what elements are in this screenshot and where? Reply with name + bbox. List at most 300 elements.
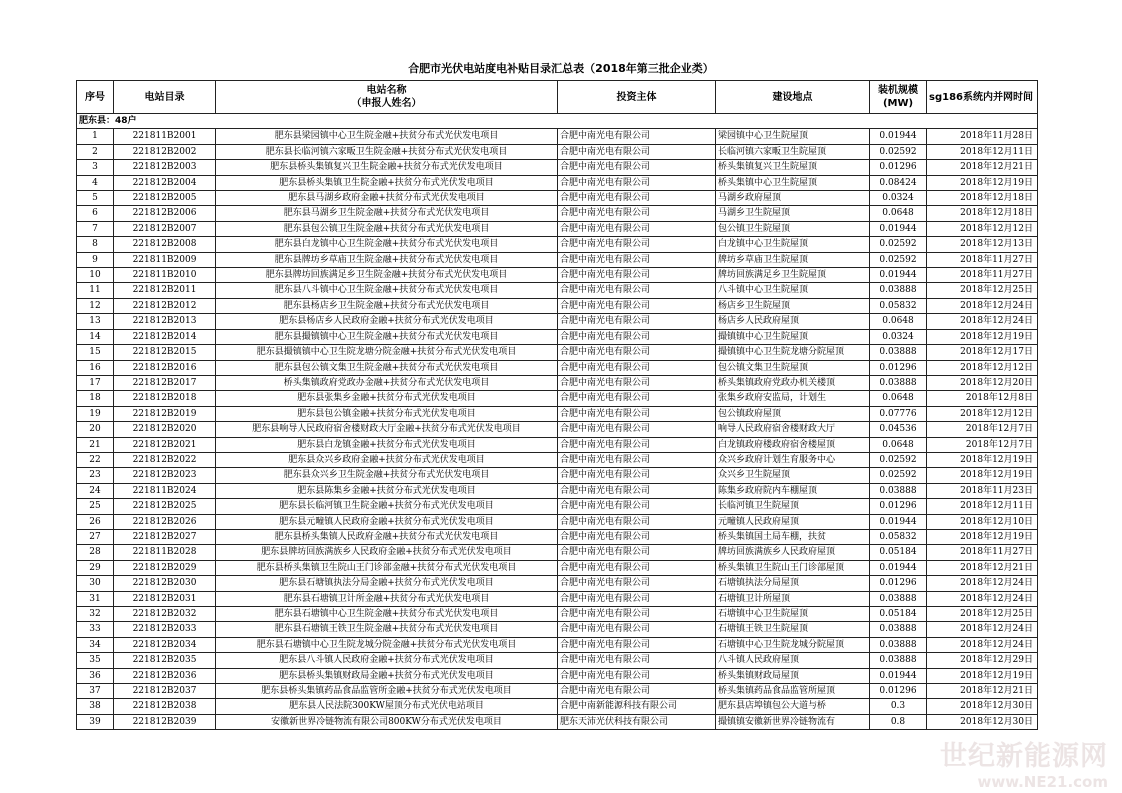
- cell-investor: 合肥中南光电有限公司: [558, 607, 716, 622]
- cell-index: 15: [77, 345, 114, 360]
- cell-code: 221811B2009: [114, 252, 216, 267]
- cell-code: 221812B2011: [114, 283, 216, 298]
- cell-index: 29: [77, 560, 114, 575]
- cell-code: 221812B2037: [114, 684, 216, 699]
- cell-name: 肥东县桥头集镇财政局金融+扶贫分布式光伏发电项目: [216, 668, 558, 683]
- table-row: [77, 622, 1038, 637]
- table-row: [77, 375, 1038, 390]
- cell-investor: 合肥中南光电有限公司: [558, 437, 716, 452]
- cell-capacity: 0.03888: [870, 622, 927, 637]
- table-row: [77, 668, 1038, 683]
- cell-capacity: 0.01296: [870, 160, 927, 175]
- cell-location: 马湖乡卫生院屋顶: [716, 206, 870, 221]
- cell-grid-time: 2018年12月21日: [927, 560, 1038, 575]
- cell-capacity: 0.05832: [870, 529, 927, 544]
- cell-code: 221812B2018: [114, 391, 216, 406]
- cell-index: 9: [77, 252, 114, 267]
- cell-index: 25: [77, 499, 114, 514]
- cell-location: 石塘镇王铁卫生院屋顶: [716, 622, 870, 637]
- cell-name: 桥头集镇政府党政办金融+扶贫分布式光伏发电项目: [216, 375, 558, 390]
- cell-index: 32: [77, 607, 114, 622]
- cell-investor: 合肥中南光电有限公司: [558, 668, 716, 683]
- cell-investor: 合肥中南光电有限公司: [558, 560, 716, 575]
- table-row: [77, 499, 1038, 514]
- cell-code: 221812B2029: [114, 560, 216, 575]
- cell-name: 肥东县牌坊回族满族乡人民政府金融+扶贫分布式光伏发电项目: [216, 545, 558, 560]
- table-row: [77, 175, 1038, 190]
- cell-name: 肥东县杨店乡人民政府金融+扶贫分布式光伏发电项目: [216, 314, 558, 329]
- cell-name: 肥东县牌坊回族满足乡卫生院金融+扶贫分布式光伏发电项目: [216, 268, 558, 283]
- cell-code: 221812B2002: [114, 144, 216, 159]
- cell-capacity: 0.03888: [870, 591, 927, 606]
- cell-capacity: 0.01296: [870, 499, 927, 514]
- cell-grid-time: 2018年12月18日: [927, 191, 1038, 206]
- cell-index: 33: [77, 622, 114, 637]
- table-row: [77, 268, 1038, 283]
- cell-location: 石塘镇中心卫生院屋顶: [716, 607, 870, 622]
- cell-capacity: 0.03888: [870, 375, 927, 390]
- cell-location: 杨店乡卫生院屋顶: [716, 298, 870, 313]
- cell-investor: 合肥中南光电有限公司: [558, 684, 716, 699]
- header-capacity-line1: 装机规模: [878, 85, 918, 96]
- cell-location: 长临河镇六家畈卫生院屋顶: [716, 144, 870, 159]
- cell-grid-time: 2018年12月21日: [927, 160, 1038, 175]
- cell-location: 桥头集镇政府党政办机关楼顶: [716, 375, 870, 390]
- header-code: 电站目录: [114, 81, 216, 114]
- cell-name: 肥东县长临河镇卫生院金融+扶贫分布式光伏发电项目: [216, 499, 558, 514]
- cell-grid-time: 2018年12月30日: [927, 714, 1038, 729]
- cell-code: 221812B2026: [114, 514, 216, 529]
- cell-grid-time: 2018年12月19日: [927, 175, 1038, 190]
- cell-investor: 合肥中南光电有限公司: [558, 375, 716, 390]
- cell-investor: 合肥中南光电有限公司: [558, 483, 716, 498]
- cell-investor: 肥东天沛光伏科技有限公司: [558, 714, 716, 729]
- cell-capacity: 0.05184: [870, 607, 927, 622]
- cell-investor: 合肥中南光电有限公司: [558, 283, 716, 298]
- cell-grid-time: 2018年12月19日: [927, 452, 1038, 467]
- cell-code: 221811B2028: [114, 545, 216, 560]
- header-name-line2: （申报人姓名）: [351, 98, 422, 109]
- table-row: [77, 514, 1038, 529]
- cell-capacity: 0.07776: [870, 406, 927, 421]
- cell-location: 石塘镇执法分局屋顶: [716, 576, 870, 591]
- cell-location: 桥头集镇复兴卫生院屋顶: [716, 160, 870, 175]
- cell-code: 221812B2014: [114, 329, 216, 344]
- table-row: [77, 406, 1038, 421]
- table-row: [77, 422, 1038, 437]
- cell-index: 19: [77, 406, 114, 421]
- cell-investor: 合肥中南光电有限公司: [558, 345, 716, 360]
- cell-capacity: 0.0648: [870, 314, 927, 329]
- cell-investor: 合肥中南光电有限公司: [558, 252, 716, 267]
- cell-capacity: 0.3: [870, 699, 927, 714]
- cell-location: 撮镇镇安徽新世界冷链物流有: [716, 714, 870, 729]
- cell-location: 牌坊回族满足乡卫生院屋顶: [716, 268, 870, 283]
- cell-investor: 合肥中南光电有限公司: [558, 576, 716, 591]
- cell-capacity: 0.02592: [870, 144, 927, 159]
- cell-index: 1: [77, 129, 114, 144]
- table-row: [77, 314, 1038, 329]
- cell-grid-time: 2018年12月12日: [927, 406, 1038, 421]
- cell-name: 肥东县杨店乡卫生院金融+扶贫分布式光伏发电项目: [216, 298, 558, 313]
- header-row: [77, 81, 1038, 114]
- cell-index: 37: [77, 684, 114, 699]
- cell-investor: 合肥中南新能源科技有限公司: [558, 699, 716, 714]
- cell-investor: 合肥中南光电有限公司: [558, 514, 716, 529]
- cell-name: 肥东县八斗镇中心卫生院金融+扶贫分布式光伏发电项目: [216, 283, 558, 298]
- cell-investor: 合肥中南光电有限公司: [558, 298, 716, 313]
- cell-investor: 合肥中南光电有限公司: [558, 622, 716, 637]
- cell-capacity: 0.02592: [870, 252, 927, 267]
- table-row: [77, 607, 1038, 622]
- cell-name: 肥东县石塘镇中心卫生院金融+扶贫分布式光伏发电项目: [216, 607, 558, 622]
- cell-investor: 合肥中南光电有限公司: [558, 314, 716, 329]
- cell-code: 221812B2021: [114, 437, 216, 452]
- cell-name: 肥东县桥头集镇复兴卫生院金融+扶贫分布式光伏发电项目: [216, 160, 558, 175]
- cell-investor: 合肥中南光电有限公司: [558, 499, 716, 514]
- cell-capacity: 0.01944: [870, 129, 927, 144]
- cell-location: 包公镇文集卫生院屋顶: [716, 360, 870, 375]
- cell-investor: 合肥中南光电有限公司: [558, 206, 716, 221]
- cell-index: 4: [77, 175, 114, 190]
- cell-code: 221812B2004: [114, 175, 216, 190]
- cell-name: 肥东县白龙镇中心卫生院金融+扶贫分布式光伏发电项目: [216, 237, 558, 252]
- cell-index: 30: [77, 576, 114, 591]
- header-name: [216, 81, 558, 114]
- cell-index: 2: [77, 144, 114, 159]
- cell-capacity: 0.0324: [870, 329, 927, 344]
- cell-name: 肥东县张集乡金融+扶贫分布式光伏发电项目: [216, 391, 558, 406]
- cell-code: 221812B2034: [114, 637, 216, 652]
- table-row: [77, 714, 1038, 729]
- cell-investor: 合肥中南光电有限公司: [558, 221, 716, 236]
- county-row: [77, 114, 1038, 129]
- cell-code: 221812B2036: [114, 668, 216, 683]
- cell-location: 众兴乡政府计划生育服务中心: [716, 452, 870, 467]
- cell-location: 石塘镇卫计所屋顶: [716, 591, 870, 606]
- table-row: [77, 160, 1038, 175]
- cell-grid-time: 2018年12月11日: [927, 499, 1038, 514]
- cell-grid-time: 2018年12月19日: [927, 529, 1038, 544]
- cell-grid-time: 2018年12月30日: [927, 699, 1038, 714]
- cell-index: 27: [77, 529, 114, 544]
- cell-capacity: 0.04536: [870, 422, 927, 437]
- cell-investor: 合肥中南光电有限公司: [558, 406, 716, 421]
- cell-location: 梁园镇中心卫生院屋顶: [716, 129, 870, 144]
- cell-grid-time: 2018年12月7日: [927, 422, 1038, 437]
- cell-grid-time: 2018年12月7日: [927, 437, 1038, 452]
- cell-index: 23: [77, 468, 114, 483]
- cell-name: 肥东县桥头集镇卫生院金融+扶贫分布式光伏发电项目: [216, 175, 558, 190]
- table-row: [77, 129, 1038, 144]
- cell-index: 11: [77, 283, 114, 298]
- cell-name: 肥东县牌坊乡草庙卫生院金融+扶贫分布式光伏发电项目: [216, 252, 558, 267]
- cell-location: 桥头集镇财政局屋顶: [716, 668, 870, 683]
- table-row: [77, 191, 1038, 206]
- cell-name: 肥东县人民法院300KW屋顶分布式光伏电站项目: [216, 699, 558, 714]
- table-row: [77, 637, 1038, 652]
- cell-grid-time: 2018年12月24日: [927, 591, 1038, 606]
- cell-name: 肥东县撮镇镇中心卫生院龙塘分院金融+扶贫分布式光伏发电项目: [216, 345, 558, 360]
- table-row: [77, 468, 1038, 483]
- cell-code: 221812B2038: [114, 699, 216, 714]
- watermark-line2: www.NE21.com: [977, 773, 1108, 791]
- cell-location: 牌坊乡草庙卫生院屋顶: [716, 252, 870, 267]
- cell-name: 肥东县石塘镇中心卫生院龙城分院金融+扶贫分布式光伏发电项目: [216, 637, 558, 652]
- cell-code: 221812B2032: [114, 607, 216, 622]
- cell-name: 肥东县马湖乡政府金融+扶贫分布式光伏发电项目: [216, 191, 558, 206]
- cell-capacity: 0.03888: [870, 283, 927, 298]
- cell-location: 肥东县店埠镇包公大道与桥: [716, 699, 870, 714]
- cell-location: 白龙镇中心卫生院屋顶: [716, 237, 870, 252]
- cell-grid-time: 2018年12月19日: [927, 668, 1038, 683]
- cell-index: 28: [77, 545, 114, 560]
- cell-index: 13: [77, 314, 114, 329]
- cell-grid-time: 2018年12月24日: [927, 637, 1038, 652]
- cell-code: 221812B2017: [114, 375, 216, 390]
- header-grid-time: sg186系统内并网时间: [927, 81, 1038, 114]
- cell-location: 白龙镇政府楼政府宿舍楼屋顶: [716, 437, 870, 452]
- cell-name: 肥东县石塘镇执法分局金融+扶贫分布式光伏发电项目: [216, 576, 558, 591]
- cell-code: 221812B2006: [114, 206, 216, 221]
- cell-index: 10: [77, 268, 114, 283]
- cell-capacity: 0.8: [870, 714, 927, 729]
- cell-code: 221812B2027: [114, 529, 216, 544]
- cell-code: 221811B2010: [114, 268, 216, 283]
- header-capacity: [870, 81, 927, 114]
- cell-code: 221812B2016: [114, 360, 216, 375]
- header-investor: 投资主体: [558, 81, 716, 114]
- cell-investor: 合肥中南光电有限公司: [558, 468, 716, 483]
- cell-grid-time: 2018年11月27日: [927, 252, 1038, 267]
- cell-name: 肥东县元疃镇人民政府金融+扶贫分布式光伏发电项目: [216, 514, 558, 529]
- cell-investor: 合肥中南光电有限公司: [558, 529, 716, 544]
- cell-name: 安徽新世界冷链物流有限公司800KW分布式光伏发电项目: [216, 714, 558, 729]
- cell-location: 陈集乡政府院内车棚屋顶: [716, 483, 870, 498]
- cell-location: 撮镇镇中心卫生院龙塘分院屋顶: [716, 345, 870, 360]
- cell-name: 肥东县包公镇卫生院金融+扶贫分布式光伏发电项目: [216, 221, 558, 236]
- cell-index: 14: [77, 329, 114, 344]
- watermark: [940, 742, 1108, 790]
- cell-grid-time: 2018年12月11日: [927, 144, 1038, 159]
- cell-grid-time: 2018年12月17日: [927, 345, 1038, 360]
- cell-name: 肥东县长临河镇六家畈卫生院金融+扶贫分布式光伏发电项目: [216, 144, 558, 159]
- cell-grid-time: 2018年12月13日: [927, 237, 1038, 252]
- cell-capacity: 0.01944: [870, 668, 927, 683]
- cell-capacity: 0.01296: [870, 684, 927, 699]
- cell-grid-time: 2018年12月12日: [927, 221, 1038, 236]
- cell-investor: 合肥中南光电有限公司: [558, 329, 716, 344]
- cell-index: 16: [77, 360, 114, 375]
- header-index: 序号: [77, 81, 114, 114]
- cell-investor: 合肥中南光电有限公司: [558, 653, 716, 668]
- cell-index: 35: [77, 653, 114, 668]
- table-row: [77, 391, 1038, 406]
- cell-investor: 合肥中南光电有限公司: [558, 452, 716, 467]
- cell-name: 肥东县八斗镇人民政府金融+扶贫分布式光伏发电项目: [216, 653, 558, 668]
- subsidy-table: [76, 80, 1038, 730]
- cell-code: 221812B2020: [114, 422, 216, 437]
- table-row: [77, 684, 1038, 699]
- cell-code: 221812B2007: [114, 221, 216, 236]
- cell-code: 221812B2025: [114, 499, 216, 514]
- cell-code: 221812B2003: [114, 160, 216, 175]
- cell-capacity: 0.0648: [870, 391, 927, 406]
- cell-location: 石塘镇中心卫生院龙城分院屋顶: [716, 637, 870, 652]
- cell-capacity: 0.01944: [870, 221, 927, 236]
- cell-grid-time: 2018年12月8日: [927, 391, 1038, 406]
- cell-index: 34: [77, 637, 114, 652]
- cell-code: 221812B2005: [114, 191, 216, 206]
- cell-grid-time: 2018年12月19日: [927, 329, 1038, 344]
- cell-name: 肥东县白龙镇金融+扶贫分布式光伏发电项目: [216, 437, 558, 452]
- cell-index: 5: [77, 191, 114, 206]
- cell-location: 桥头集镇卫生院山王门诊部屋顶: [716, 560, 870, 575]
- cell-name: 肥东县包公镇文集卫生院金融+扶贫分布式光伏发电项目: [216, 360, 558, 375]
- cell-index: 17: [77, 375, 114, 390]
- cell-grid-time: 2018年11月27日: [927, 268, 1038, 283]
- cell-index: 36: [77, 668, 114, 683]
- cell-investor: 合肥中南光电有限公司: [558, 144, 716, 159]
- table-row: [77, 329, 1038, 344]
- cell-code: 221812B2008: [114, 237, 216, 252]
- cell-grid-time: 2018年12月25日: [927, 607, 1038, 622]
- cell-code: 221812B2030: [114, 576, 216, 591]
- cell-name: 肥东县桥头集镇人民政府金融+扶贫分布式光伏发电项目: [216, 529, 558, 544]
- cell-location: 元疃镇人民政府屋顶: [716, 514, 870, 529]
- cell-location: 长临河镇卫生院屋顶: [716, 499, 870, 514]
- cell-code: 221811B2001: [114, 129, 216, 144]
- table-row: [77, 452, 1038, 467]
- cell-capacity: 0.0324: [870, 191, 927, 206]
- cell-investor: 合肥中南光电有限公司: [558, 175, 716, 190]
- cell-capacity: 0.05184: [870, 545, 927, 560]
- table-row: [77, 529, 1038, 544]
- table-row: [77, 298, 1038, 313]
- cell-code: 221812B2023: [114, 468, 216, 483]
- cell-investor: 合肥中南光电有限公司: [558, 545, 716, 560]
- cell-code: 221812B2022: [114, 452, 216, 467]
- cell-grid-time: 2018年12月24日: [927, 622, 1038, 637]
- cell-location: 撮镇镇中心卫生院屋顶: [716, 329, 870, 344]
- cell-code: 221812B2031: [114, 591, 216, 606]
- cell-grid-time: 2018年12月29日: [927, 653, 1038, 668]
- table-row: [77, 206, 1038, 221]
- cell-investor: 合肥中南光电有限公司: [558, 360, 716, 375]
- cell-capacity: 0.01944: [870, 560, 927, 575]
- table-row: [77, 437, 1038, 452]
- cell-name: 肥东县众兴乡政府金融+扶贫分布式光伏发电项目: [216, 452, 558, 467]
- cell-capacity: 0.01296: [870, 360, 927, 375]
- cell-capacity: 0.03888: [870, 483, 927, 498]
- cell-location: 马湖乡政府屋顶: [716, 191, 870, 206]
- cell-capacity: 0.08424: [870, 175, 927, 190]
- cell-investor: 合肥中南光电有限公司: [558, 422, 716, 437]
- cell-index: 39: [77, 714, 114, 729]
- cell-capacity: 0.01944: [870, 514, 927, 529]
- header-location: 建设地点: [716, 81, 870, 114]
- cell-grid-time: 2018年12月25日: [927, 283, 1038, 298]
- cell-location: 桥头集镇药品食品监管所屋顶: [716, 684, 870, 699]
- cell-code: 221812B2012: [114, 298, 216, 313]
- cell-location: 桥头集镇国土局车棚，扶贫: [716, 529, 870, 544]
- cell-name: 肥东县响导人民政府宿舍楼财政大厅金融+扶贫分布式光伏发电项目: [216, 422, 558, 437]
- cell-name: 肥东县石塘镇卫计所金融+扶贫分布式光伏发电项目: [216, 591, 558, 606]
- table-row: [77, 283, 1038, 298]
- cell-capacity: 0.0648: [870, 206, 927, 221]
- table-row: [77, 252, 1038, 267]
- cell-name: 肥东县桥头集镇卫生院山王门诊部金融+扶贫分布式光伏发电项目: [216, 560, 558, 575]
- cell-capacity: 0.01296: [870, 576, 927, 591]
- cell-grid-time: 2018年12月20日: [927, 375, 1038, 390]
- cell-investor: 合肥中南光电有限公司: [558, 191, 716, 206]
- table-row: [77, 221, 1038, 236]
- cell-investor: 合肥中南光电有限公司: [558, 129, 716, 144]
- cell-capacity: 0.05832: [870, 298, 927, 313]
- table-row: [77, 560, 1038, 575]
- cell-index: 22: [77, 452, 114, 467]
- cell-location: 包公镇政府屋顶: [716, 406, 870, 421]
- cell-location: 张集乡政府安监局，计划生: [716, 391, 870, 406]
- cell-investor: 合肥中南光电有限公司: [558, 637, 716, 652]
- cell-index: 26: [77, 514, 114, 529]
- cell-index: 18: [77, 391, 114, 406]
- table-row: [77, 345, 1038, 360]
- cell-index: 3: [77, 160, 114, 175]
- cell-index: 24: [77, 483, 114, 498]
- cell-location: 八斗镇人民政府屋顶: [716, 653, 870, 668]
- cell-capacity: 0.03888: [870, 345, 927, 360]
- cell-index: 8: [77, 237, 114, 252]
- cell-capacity: 0.03888: [870, 637, 927, 652]
- cell-code: 221811B2024: [114, 483, 216, 498]
- table-row: [77, 144, 1038, 159]
- cell-index: 6: [77, 206, 114, 221]
- table-row: [77, 360, 1038, 375]
- cell-investor: 合肥中南光电有限公司: [558, 237, 716, 252]
- cell-investor: 合肥中南光电有限公司: [558, 268, 716, 283]
- table-row: [77, 653, 1038, 668]
- cell-capacity: 0.02592: [870, 468, 927, 483]
- table-title: 合肥市光伏电站度电补贴目录汇总表（2018年第三批企业类）: [408, 62, 714, 75]
- cell-name: 肥东县梁园镇中心卫生院金融+扶贫分布式光伏发电项目: [216, 129, 558, 144]
- cell-code: 221812B2013: [114, 314, 216, 329]
- cell-name: 肥东县石塘镇王铁卫生院金融+扶贫分布式光伏发电项目: [216, 622, 558, 637]
- table-row: [77, 483, 1038, 498]
- cell-index: 12: [77, 298, 114, 313]
- cell-grid-time: 2018年12月12日: [927, 360, 1038, 375]
- cell-location: 响导人民政府宿舍楼财政大厅: [716, 422, 870, 437]
- table-row: [77, 576, 1038, 591]
- cell-capacity: 0.02592: [870, 452, 927, 467]
- cell-grid-time: 2018年12月10日: [927, 514, 1038, 529]
- cell-grid-time: 2018年12月21日: [927, 684, 1038, 699]
- cell-grid-time: 2018年11月23日: [927, 483, 1038, 498]
- header-name-line1: 电站名称: [366, 85, 407, 96]
- cell-index: 31: [77, 591, 114, 606]
- header-capacity-line2: (MW): [882, 98, 914, 109]
- cell-index: 21: [77, 437, 114, 452]
- cell-location: 众兴乡卫生院屋顶: [716, 468, 870, 483]
- cell-code: 221812B2019: [114, 406, 216, 421]
- cell-location: 八斗镇中心卫生院屋顶: [716, 283, 870, 298]
- table-row: [77, 237, 1038, 252]
- table-row: [77, 699, 1038, 714]
- cell-grid-time: 2018年12月18日: [927, 206, 1038, 221]
- cell-name: 肥东县包公镇金融+扶贫分布式光伏发电项目: [216, 406, 558, 421]
- cell-location: 桥头集镇中心卫生院屋顶: [716, 175, 870, 190]
- cell-index: 20: [77, 422, 114, 437]
